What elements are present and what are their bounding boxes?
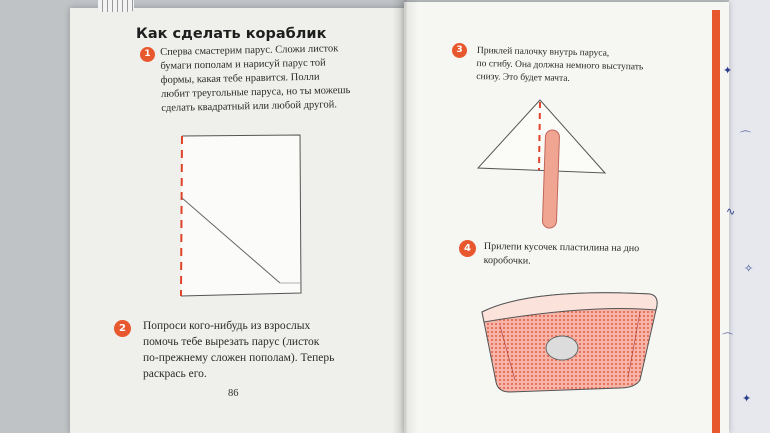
cover-print-mark: ⌒ bbox=[722, 332, 733, 345]
step-1-text bbox=[160, 42, 351, 116]
page-number: 86 bbox=[228, 388, 239, 399]
sheet-outline bbox=[181, 135, 301, 296]
step-4-line: Прилепи кусочек пластилина на дно bbox=[483, 240, 640, 255]
step-4-badge: 4 bbox=[459, 240, 476, 257]
step-1-line: формы, какая тебе нравится. Полли bbox=[160, 71, 320, 86]
step-3-badge: 3 bbox=[452, 43, 467, 58]
clay-piece bbox=[546, 336, 578, 360]
cover-print-mark: ✦ bbox=[723, 64, 733, 77]
step-2-badge: 2 bbox=[114, 320, 131, 337]
step-3-line: снизу. Это будет мачта. bbox=[476, 71, 570, 84]
sail-illustration bbox=[475, 98, 615, 233]
folded-sheet-illustration bbox=[170, 128, 310, 303]
mast-stick bbox=[542, 130, 559, 228]
cover-print-mark: ✧ bbox=[744, 262, 754, 275]
cover-stripe bbox=[712, 10, 720, 433]
step-1-badge: 1 bbox=[140, 47, 155, 62]
step-1-line: любит треугольные паруса, но ты можешь bbox=[160, 85, 351, 100]
cover-print-mark: ⌒ bbox=[740, 130, 751, 143]
step-3-line: по сгибу. Она должна немного выступать bbox=[476, 58, 644, 73]
step-3-line: Приклей палочку внутрь паруса, bbox=[476, 45, 610, 59]
step-4-line: коробочки. bbox=[483, 254, 531, 267]
step-4-text bbox=[484, 240, 640, 270]
page-title: Как сделать кораблик bbox=[136, 26, 327, 42]
cover-print-mark: ∿ bbox=[726, 205, 736, 218]
cover-print-mark: ✦ bbox=[742, 392, 752, 405]
step-2-line: раскрась его. bbox=[143, 368, 207, 380]
step-2-text bbox=[143, 318, 334, 382]
step-1-line: сделать квадратный или любой другой. bbox=[161, 99, 338, 114]
step-3-text bbox=[476, 45, 644, 87]
triangle-sail bbox=[478, 100, 605, 173]
book-gutter bbox=[392, 0, 418, 433]
binder-clip bbox=[98, 0, 134, 12]
step-1-line: Сперва смастерим парус. Сложи листок bbox=[160, 43, 339, 58]
step-2-line: Попроси кого-нибудь из взрослых bbox=[143, 320, 311, 332]
step-1-line: бумаги пополам и нарисуй парус той bbox=[160, 57, 326, 72]
step-2-line: помочь тебе вырезать парус (листок bbox=[143, 336, 320, 348]
box-illustration bbox=[470, 282, 670, 397]
step-2-line: по-прежнему сложен пополам). Теперь bbox=[143, 352, 335, 364]
